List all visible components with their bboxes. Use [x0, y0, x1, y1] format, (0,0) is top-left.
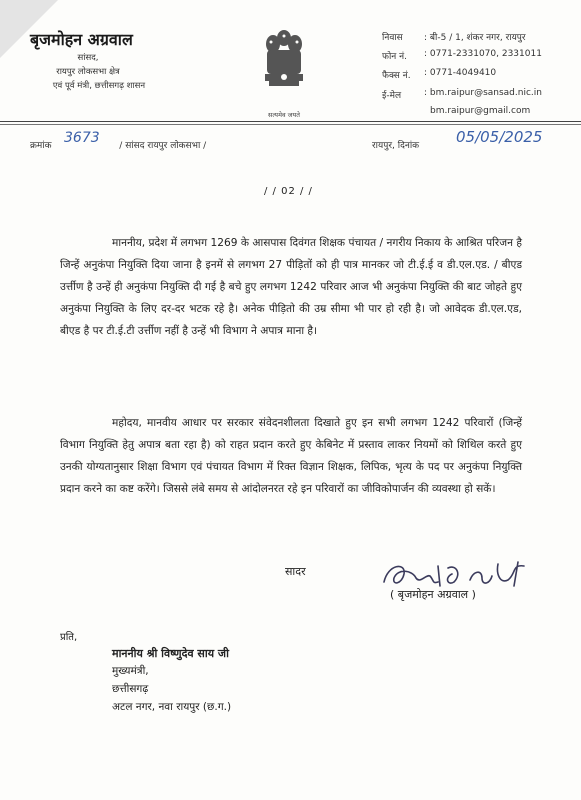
recipient-address: अटल नगर, नवा रायपुर (छ.ग.)	[112, 701, 232, 713]
closing-salutation: सादर	[285, 565, 306, 578]
recipient-label: प्रति,	[60, 632, 78, 643]
reference-prefix: क्रमांक	[30, 141, 52, 151]
body-paragraph-1: माननीय, प्रदेश में लगभग 1269 के आसपास दिवंगत शिक्षक पंचायत / नगरीय निकाय के आश्रित परिजन है जिन्हें अनुकंपा नियुक्ति दिया जाना है इनमें से लगभग 27 पीड़ितों को ही पात्र मानकर जो टी.ई.ई व डी.एल.एड. / बीएड उर्त्तीण है उन्हें ही अनुकंपा नियुक्ति दी गई है बचे हुए लगभग 1242 परिवार आज भी अनुकंपा नियुक्ति की बाट जोहते हुए अनुकंपा नियुक्ति के लिए दर-दर भटक रहे है। अनेक पीड़ितो की उम्र सीमा भी पार हो रही है। जो आवेदक डी.एल.एड, बीएड है पर टी.ई.टी उर्त्तीण नहीं है उन्हें भी विभाग ने अपात्र माना है।	[60, 237, 522, 337]
recipient-designation: मुख्यमंत्री,	[112, 665, 149, 677]
phone-label: फोन नं.	[382, 52, 407, 62]
sender-name: बृजमोहन अग्रवाल	[30, 30, 133, 49]
address-label: निवास	[382, 33, 403, 43]
recipient-name: माननीय श्री विष्णुदेव साय जी	[112, 647, 229, 660]
fax-label: फैक्स नं.	[382, 71, 411, 81]
place-date-label: रायपुर, दिनांक	[372, 141, 420, 151]
signatory-name: ( बृजमोहन अग्रवाल )	[390, 588, 476, 601]
email-label: ई-मेल	[382, 91, 402, 101]
header-divider	[0, 121, 581, 122]
sender-title: सांसद,	[77, 53, 99, 63]
header-divider-thin	[0, 124, 581, 125]
contact-block	[0, 30, 581, 120]
phone-value: : 0771-2331070, 2331011	[424, 49, 542, 59]
email-value-2: bm.raipur@gmail.com	[430, 106, 531, 116]
fax-value: : 0771-4049410	[424, 68, 497, 78]
reference-number: 3673	[64, 130, 100, 146]
page-number: / / 02 / /	[264, 186, 313, 197]
emblem-motto: सत्यमेव जयते	[268, 111, 300, 119]
letter-date: 05/05/2025	[456, 128, 543, 146]
email-value-1: : bm.raipur@sansad.nic.in	[424, 88, 542, 98]
sender-former-post: एवं पूर्व मंत्री, छत्तीसगढ़ शासन	[52, 81, 146, 91]
sender-constituency: रायपुर लोकसभा क्षेत्र	[56, 67, 120, 77]
reference-suffix: / सांसद रायपुर लोकसभा /	[119, 141, 207, 151]
recipient-state: छत्तीसगढ़	[112, 683, 149, 695]
body-paragraph-2: महोदय, मानवीय आधार पर सरकार संवेदनशीलता दिखाते हुए इन सभी लगभग 1242 परिवारों (जिन्हें विभाग नियुक्ति हेतु अपात्र बता रहा है) को राहत प्रदान करते हुए केबिनेट में प्रस्ताव लाकर नियमों को शिथिल करते हुए उनकी योग्यतानुसार शिक्षा विभाग एवं पंचायत विभाग में रिक्त विज्ञान शिक्षक, लिपिक, भृत्य के पद पर अनुकंपा नियुक्ति प्रदान करने का कष्ट करेंगे। जिससे लंबे समय से आंदोलनरत रहे इन परिवारों का जीविकोपार्जन की व्यवस्था हो सकें।	[60, 417, 522, 495]
address-value: : बी-5 / 1, शंकर नगर, रायपुर	[424, 33, 526, 43]
reference-line	[30, 138, 206, 151]
